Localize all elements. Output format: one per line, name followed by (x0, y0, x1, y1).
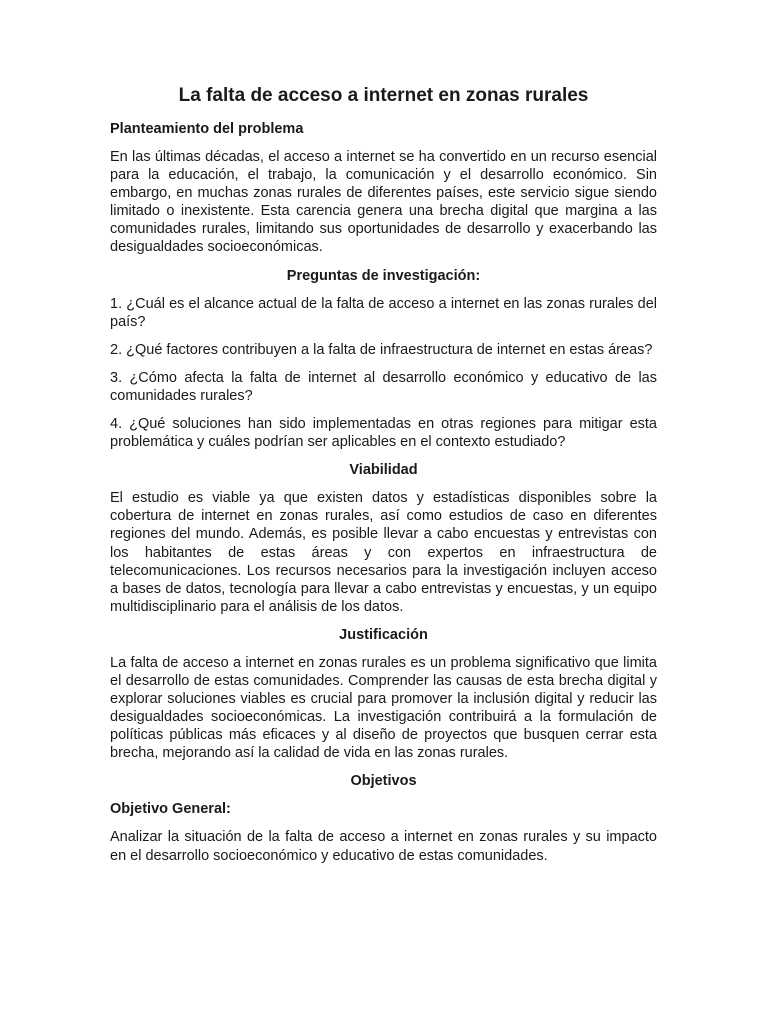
document-title: La falta de acceso a internet en zonas rurales (178, 85, 589, 106)
general-objective-heading: Objetivo General: (110, 801, 231, 818)
viability-paragraph: El estudio es viable ya que existen datos y estadísticas disponibles sobre la cobertura de internet en zonas rurales, así como estudios de caso en diferentes regiones del mundo. Además, es posible llevar a cabo encuestas y entrevistas con los habitantes de estas áreas y con expertos en infraestructura de telecomunicaciones. Los recursos necesarios para la investigación incluyen acceso a bases de datos, tecnología para llevar a cabo entrevistas y encuestas, y un equipo multidisciplinario para el análisis de los datos. (110, 490, 657, 615)
viability-heading: Viabilidad (349, 462, 418, 479)
document-page (110, 84, 657, 875)
questions-heading: Preguntas de investigación: (286, 267, 481, 284)
problem-paragraph: En las últimas décadas, el acceso a internet se ha convertido en un recurso esencial para la educación, el trabajo, la comunicación y el desarrollo económico. Sin embargo, en muchas zonas rurales de diferentes países, este servicio sigue siendo limitado o inexistente. Esta carencia genera una brecha digital que margina a las comunidades rurales, limitando sus oportunidades de desarrollo y exacerbando las desigualdades socioeconómicas. (110, 149, 657, 256)
justification-paragraph: La falta de acceso a internet en zonas rurales es un problema significativo que limita el desarrollo de estas comunidades. Comprender las causas de esta brecha digital y explorar soluciones viables es crucial para promover la inclusión digital y reducir las desigualdades socioeconómicas. La investigación contribuirá a la formulación de políticas públicas más eficaces y al diseño de proyectos que busquen cerrar esta brecha, mejorando así la calidad de vida en las zonas rurales. (110, 654, 657, 762)
question-item-2: 2. ¿Qué factores contribuyen a la falta de infraestructura de internet en estas áreas? (110, 341, 653, 358)
objectives-heading: Objetivos (350, 773, 417, 790)
general-objective-paragraph: Analizar la situación de la falta de acceso a internet en zonas rurales y su impacto en el desarrollo socioeconómico y educativo de estas comunidades. (110, 829, 657, 864)
justification-heading: Justificación (339, 626, 428, 643)
question-item-3: 3. ¿Cómo afecta la falta de internet al desarrollo económico y educativo de las comunidades rurales? (110, 369, 657, 404)
question-item-4: 4. ¿Qué soluciones han sido implementadas en otras regiones para mitigar esta problemática y cuáles podrían ser aplicables en el contexto estudiado? (110, 416, 657, 451)
problem-heading: Planteamiento del problema (110, 121, 304, 137)
question-item-1: 1. ¿Cuál es el alcance actual de la falta de acceso a internet en las zonas rurales del país? (110, 295, 657, 330)
